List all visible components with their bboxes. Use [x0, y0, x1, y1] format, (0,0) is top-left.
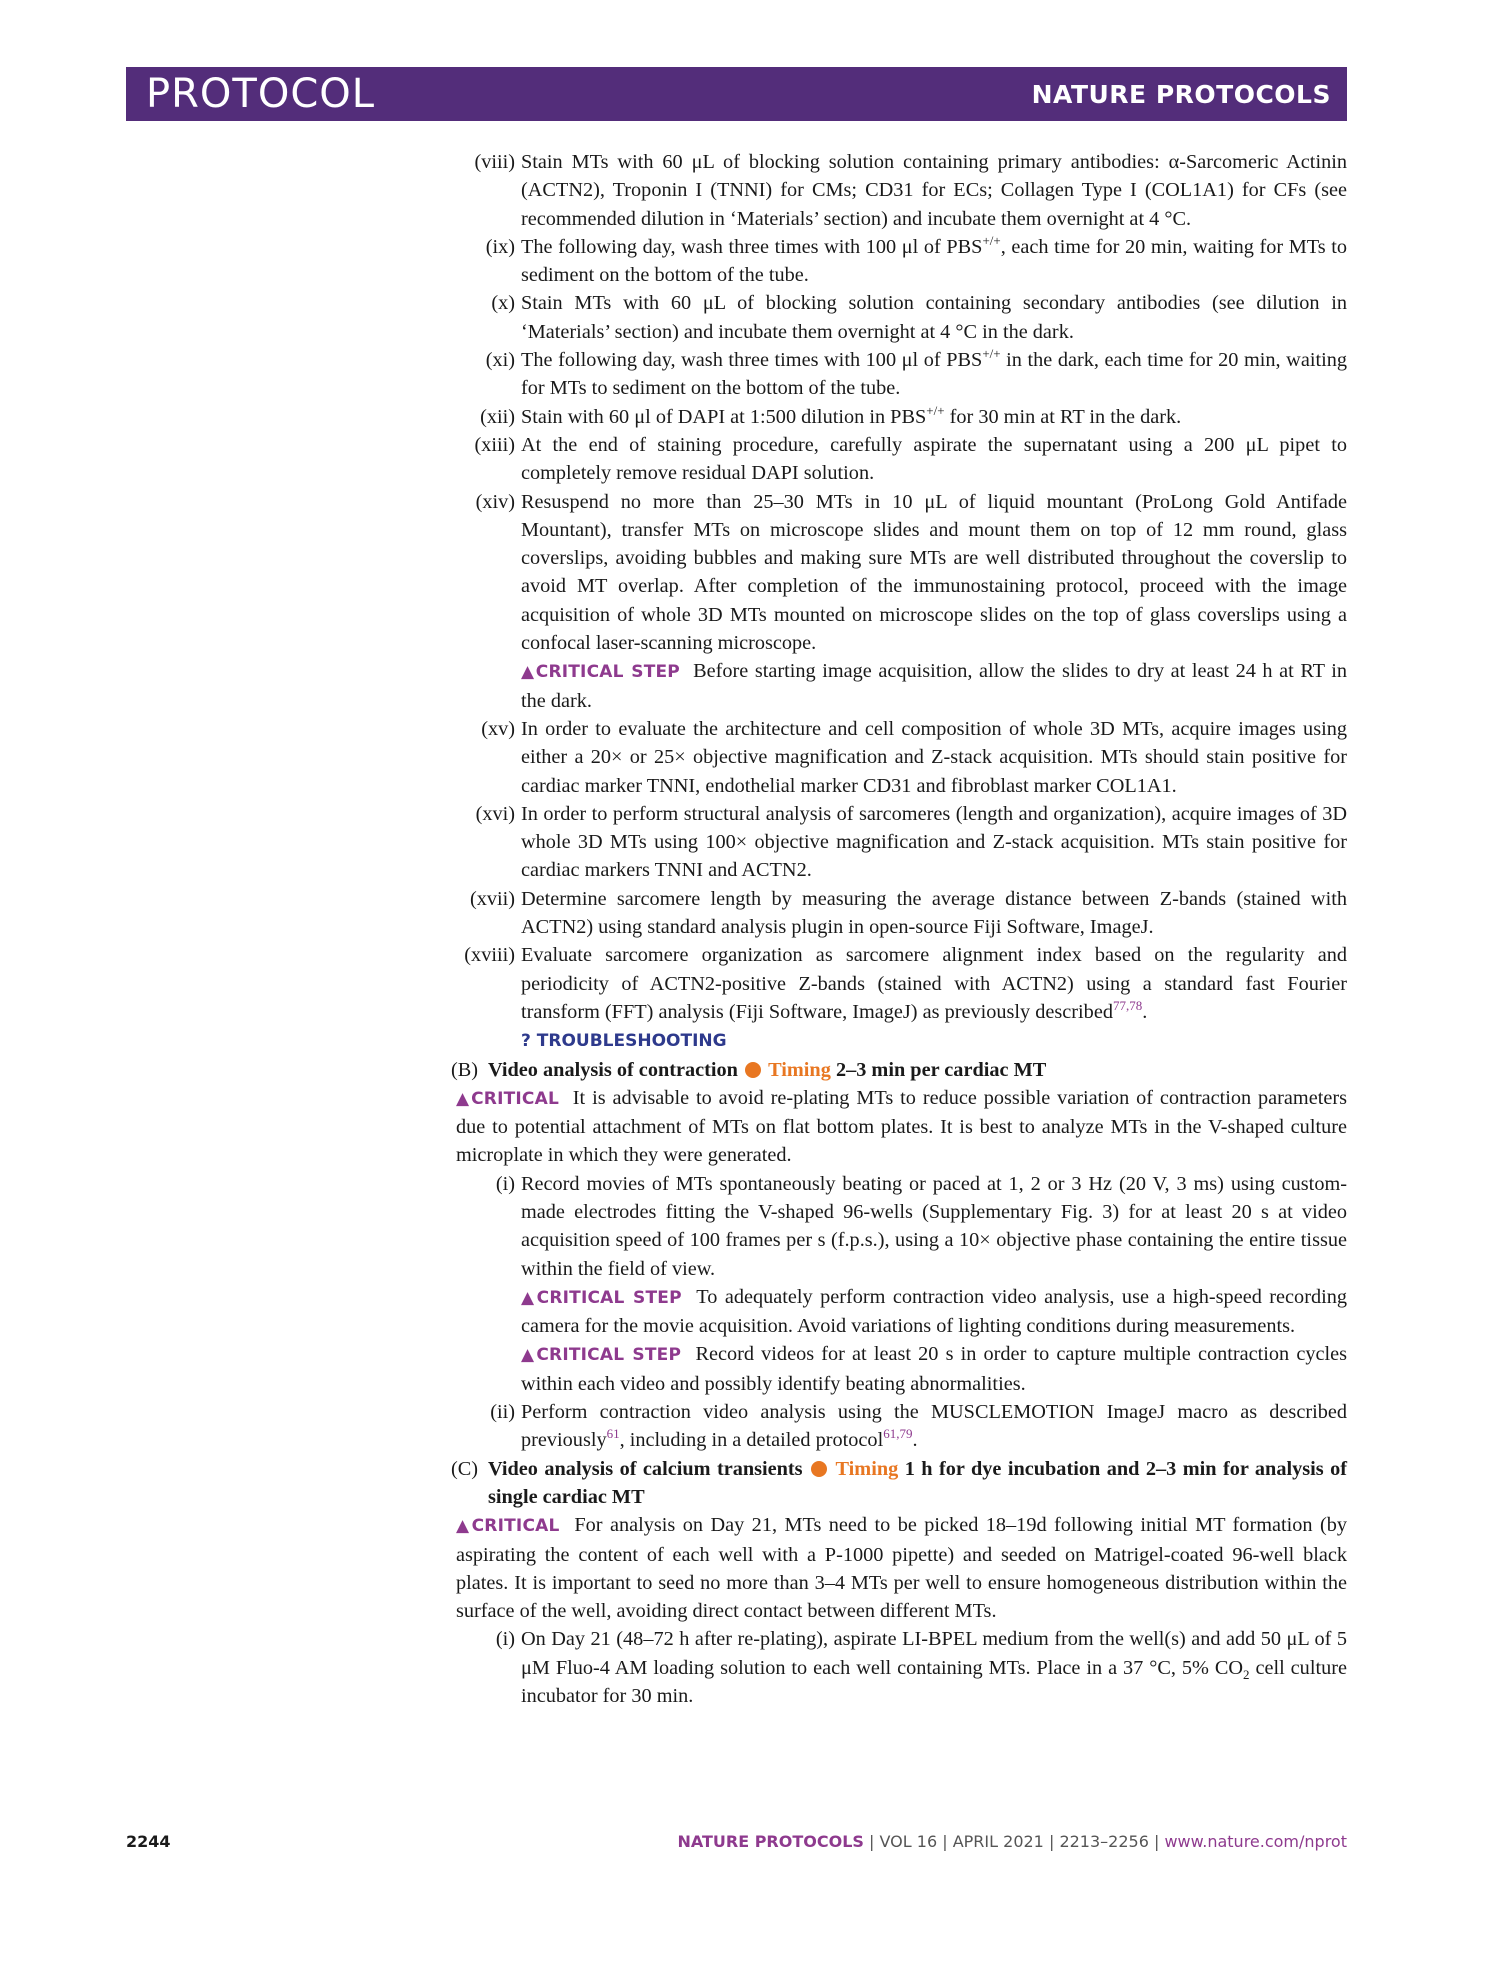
step-xvi: [440, 800, 1347, 885]
critical-step-note: [440, 657, 1347, 715]
step-label: (ix): [485, 235, 515, 258]
step-label: (xiv): [475, 490, 515, 513]
superscript: +/+: [926, 402, 945, 418]
step-text: On Day 21 (48–72 h after re-plating), aspirate LI-BPEL medium from the well(s) and add 50 μL of 5 μM Fluo-4 AM loading solution to each well containing MTs. Place in a 37 °C, 5% CO: [521, 1628, 1347, 1679]
step-label: (x): [491, 292, 515, 315]
timing-label: Timing: [835, 1457, 899, 1480]
critical-step-text: Record videos for at least 20 s in order to capture multiple contraction cycles within each video and possibly identify beating abnormalities.: [521, 1343, 1347, 1395]
step-xviii: [440, 941, 1347, 1026]
critical-step-label: ▲CRITICAL STEP: [521, 662, 680, 683]
separator: |: [869, 1832, 875, 1851]
troubleshooting-note: [440, 1026, 1347, 1055]
section-label: (C): [450, 1457, 478, 1480]
step-ix: [440, 233, 1347, 290]
separator: |: [1153, 1832, 1160, 1851]
step-text-end: .: [1142, 1000, 1148, 1023]
timing-value: 2–3 min per cardiac MT: [835, 1058, 1047, 1081]
step-viii: [440, 148, 1347, 233]
separator: |: [1048, 1832, 1055, 1851]
footer-volume: VOL 16: [879, 1832, 938, 1851]
step-xvii: [440, 885, 1347, 942]
step-text-cont: cell culture incubator for 30 min.: [521, 1656, 1347, 1708]
timing-dot-icon: [811, 1461, 827, 1477]
footer-date: APRIL 2021: [952, 1832, 1044, 1851]
critical-step-note: [440, 1283, 1347, 1341]
step-text-cont: for 30 min at RT in the dark.: [944, 405, 1182, 428]
step-label: (xvii): [469, 887, 515, 910]
step-xi: [440, 346, 1347, 403]
timing-label: Timing: [768, 1058, 831, 1081]
step-label: (xi): [485, 349, 515, 372]
step-c-i: [440, 1625, 1347, 1710]
critical-step-text: Before starting image acquisition, allow the slides to dry at least 24 h at RT in the dark.: [521, 660, 1347, 712]
critical-text: It is advisable to avoid re-plating MTs to reduce possible variation of contraction parameters due to potential attachment of MTs on flat bottom plates. It is best to analyze MTs in the V-shaped culture microplate in which they were generated.: [456, 1086, 1347, 1167]
step-label: (i): [495, 1172, 515, 1195]
section-b-heading: [440, 1056, 1347, 1084]
step-b-ii: [440, 1398, 1347, 1455]
step-text: At the end of staining procedure, carefully aspirate the supernatant using a 200 μL pipet to completely remove residual DAPI solution.: [521, 433, 1347, 485]
header-section-label: PROTOCOL: [146, 71, 376, 117]
step-label: (i): [495, 1628, 515, 1651]
critical-step-note: [440, 1340, 1347, 1398]
footer-url-link[interactable]: www.nature.com/nprot: [1164, 1832, 1347, 1851]
step-text: Stain MTs with 60 μL of blocking solution containing primary antibodies: α-Sarcomeric Actinin (ACTN2), Troponin I (TNNI) for CMs; CD31 for ECs; Collagen Type I (COL1A1) for CFs (see recommended dilution in ‘Materials’ section) and incubate them overnight at 4 °C.: [521, 151, 1347, 230]
step-text-cont: in the dark, each time for 20 min, waiting for MTs to sediment on the bottom of the tube.: [521, 349, 1348, 400]
critical-label: ▲CRITICAL: [456, 1088, 559, 1109]
superscript: +/+: [982, 233, 1001, 249]
timing-value: 1 h for dye incubation and 2–3 min for analysis of single cardiac MT: [488, 1457, 1348, 1508]
step-xii: [440, 403, 1347, 431]
reference-link[interactable]: 61,79: [883, 1426, 913, 1442]
section-label: (B): [450, 1058, 478, 1081]
step-text-cont: , each time for 20 min, waiting for MTs to sediment on the bottom of the tube.: [521, 235, 1347, 287]
superscript: +/+: [982, 346, 1001, 362]
footer-journal: NATURE PROTOCOLS: [677, 1832, 864, 1851]
step-text: The following day, wash three times with 100 μl of PBS: [521, 349, 983, 372]
troubleshooting-link[interactable]: ? TROUBLESHOOTING: [521, 1031, 727, 1052]
step-xiii: [440, 431, 1347, 488]
critical-step-label: ▲CRITICAL STEP: [521, 1345, 682, 1366]
section-c-critical: [440, 1511, 1347, 1625]
reference-link[interactable]: 61: [606, 1426, 620, 1442]
reference-link[interactable]: 77,78: [1112, 998, 1143, 1014]
step-text: Stain with 60 μl of DAPI at 1:500 dilution in PBS: [521, 405, 927, 428]
step-label: (xvi): [475, 802, 515, 825]
step-text: Determine sarcomere length by measuring the average distance between Z-bands (stained with ACTN2) using standard analysis plugin in open-source Fiji Software, ImageJ.: [521, 887, 1347, 939]
footer-citation: [677, 1832, 1347, 1851]
critical-text: For analysis on Day 21, MTs need to be picked 18–19d following initial MT formation (by aspirating the content of each well with a P-1000 pipette) and seeded on Matrigel-coated 96-well black plates. It is important to seed no more than 3–4 MTs per well to ensure homogeneous distribution within the surface of the well, avoiding direct contact between different MTs.: [456, 1514, 1347, 1623]
section-title: Video analysis of calcium transients: [488, 1457, 803, 1480]
step-label: (xv): [481, 717, 515, 740]
step-b-i: [440, 1170, 1347, 1283]
step-xv: [440, 715, 1347, 800]
step-x: [440, 289, 1347, 346]
step-text: Evaluate sarcomere organization as sarcomere alignment index based on the regularity and periodicity of ACTN2-positive Z-bands (stained with ACTN2) using a standard fast Fourier transform (FFT) analysis (Fiji Software, ImageJ) as previously described: [521, 944, 1347, 1023]
critical-step-text: To adequately perform contraction video analysis, use a high-speed recording camera for the movie acquisition. Avoid variations of lighting conditions during measurements.: [521, 1285, 1347, 1338]
step-label: (viii): [474, 151, 515, 173]
separator: |: [942, 1832, 948, 1851]
step-xiv: [440, 488, 1347, 658]
step-text: Stain MTs with 60 μL of blocking solution containing secondary antibodies (see dilution in ‘Materials’ section) and incubate them overnight at 4 °C in the dark.: [521, 292, 1347, 343]
step-label: (xii): [480, 405, 515, 428]
section-c-heading: [440, 1455, 1347, 1512]
subscript: 2: [1243, 1666, 1250, 1682]
step-label: (xiii): [474, 433, 515, 456]
step-text: Record movies of MTs spontaneously beating or paced at 1, 2 or 3 Hz (20 V, 3 ms) using custom-made electrodes fitting the V-shaped 96-wells (Supplementary Fig. 3) for at least 20 s at video acquisition speed of 100 frames per s (f.p.s.), using a 10× objective phase containing the entire tissue within the field of view.: [521, 1172, 1347, 1280]
page-header: [126, 67, 1347, 121]
step-text: Perform contraction video analysis using the MUSCLEMOTION ImageJ macro as described previously: [521, 1401, 1347, 1452]
section-b-critical: [440, 1084, 1347, 1170]
step-label: (ii): [490, 1401, 515, 1424]
section-title: Video analysis of contraction: [488, 1058, 738, 1081]
step-text-cont: , including in a detailed protocol: [619, 1429, 884, 1452]
timing-dot-icon: [745, 1062, 761, 1078]
footer-pages: 2213–2256: [1059, 1832, 1149, 1851]
critical-step-label: ▲CRITICAL STEP: [521, 1287, 682, 1308]
step-text: Resuspend no more than 25–30 MTs in 10 μL of liquid mountant (ProLong Gold Antifade Mountant), transfer MTs on microscope slides and mount them on top of 12 mm round, glass coverslips, avoiding bubbles and making sure MTs are well distributed throughout the coverslip to avoid MT overlap. After completion of the immunostaining protocol, proceed with the image acquisition of whole 3D MTs mounted on microscope slides on the top of glass coverslips using a confocal laser-scanning microscope.: [521, 490, 1347, 655]
header-journal-name: NATURE PROTOCOLS: [1031, 80, 1331, 109]
step-text: In order to evaluate the architecture and cell composition of whole 3D MTs, acquire images using either a 20× or 25× objective magnification and Z-stack acquisition. MTs should stain positive for cardiac marker TNNI, endothelial marker CD31 and fibroblast marker COL1A1.: [521, 717, 1347, 797]
step-text-end: .: [912, 1429, 918, 1452]
main-content: [440, 148, 1347, 1710]
page-number: 2244: [126, 1832, 171, 1851]
critical-label: ▲CRITICAL: [456, 1516, 560, 1537]
step-text: The following day, wash three times with 100 μl of PBS: [521, 235, 983, 258]
step-label: (xviii): [464, 944, 515, 967]
step-text: In order to perform structural analysis of sarcomeres (length and organization), acquire images of 3D whole 3D MTs using 100× objective magnification and Z-stack acquisition. MTs stain positive for cardiac markers TNNI and ACTN2.: [521, 802, 1347, 882]
